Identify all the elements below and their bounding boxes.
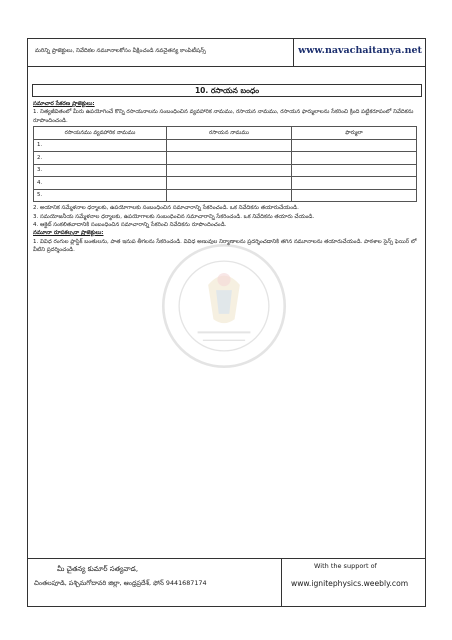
table-header-formula: ఫార్ములా	[292, 127, 417, 140]
table-cell: 2.	[34, 152, 167, 165]
table-row	[34, 189, 417, 202]
author-address: చింతలపూడి, పశ్చిమగోదావరి జిల్లా, ఆంధ్రప్రదేశ్, ఫోన్ 9441687174	[34, 579, 207, 587]
model-making-heading: నమూనా రూపకల్పనా ప్రాజెక్టులు:	[33, 230, 104, 237]
table-cell	[167, 139, 292, 152]
school-seal-watermark-icon	[158, 240, 290, 372]
page-header	[27, 38, 426, 67]
table-cell	[292, 152, 417, 165]
table-cell	[167, 152, 292, 165]
data-collection-item-3: 3. సమయోజనీయ సమ్మేళనాల ధర్మాలకు, ఉపయోగాలకు సంబంధించిన సమాచారాన్ని సేకరించండి. ఒక నివేదికను తయారు చేయండి.	[33, 213, 315, 220]
table-row	[34, 177, 417, 190]
table-cell: 4.	[34, 177, 167, 190]
table-cell: 5.	[34, 189, 167, 202]
table-cell	[292, 189, 417, 202]
table-header-row	[34, 127, 417, 140]
support-label: With the support of	[314, 562, 377, 570]
table-cell	[292, 177, 417, 190]
footer-divider	[281, 559, 282, 607]
data-collection-item-2: 2. అయానిక సమ్మేళనాల ధర్మాలకు, ఉపయోగాలకు సంబంధించిన సమాచారాన్ని సేకరించండి. ఒక నివేదికను తయారుచేయండి.	[33, 205, 299, 212]
table-row	[34, 164, 417, 177]
author-name: మీ చైతన్య కుమార్ సత్యవాడ,	[57, 565, 139, 573]
data-collection-item-1: 1. నిత్యజీవితంలో మీరు ఉపయోగించే కొన్ని రసాయనాలను సంబంధించిన వ్యవహారిక నామము, రసాయన నామము, రసాయన ఫార్ములాలను సేకరించి క్రింది పట్టికరూపంలో నివేదికను రూపొందించండి.	[33, 109, 414, 124]
page-footer	[27, 558, 426, 607]
table-cell	[292, 164, 417, 177]
data-collection-heading: సమాచార సేకరణ ప్రాజెక్టులు:	[33, 101, 95, 107]
header-note: మరిన్ని ప్రాజెక్టులు, నివేదికల నమూనాలకోసం వీక్షించండి నవచైతన్య కాంపిటీషన్స్	[35, 48, 206, 54]
table-cell: 1.	[34, 139, 167, 152]
table-row	[34, 139, 417, 152]
section-title: 10. రసాయన బంధం	[32, 84, 422, 97]
table-cell	[167, 189, 292, 202]
header-divider	[293, 38, 294, 66]
content-body	[33, 100, 420, 255]
table-header-chemical-name: రసాయన నామము	[167, 127, 292, 140]
chemicals-table	[33, 126, 417, 202]
table-cell: 3.	[34, 164, 167, 177]
site-url-link[interactable]: www.navachaitanya.net	[298, 45, 422, 56]
table-cell	[167, 164, 292, 177]
table-row	[34, 152, 417, 165]
table-cell	[167, 177, 292, 190]
data-collection-item-4: 4. ఆక్టెట్ సంకలితవాదానికి సంబంధించిన సమాచారాన్ని సేకరించి నివేదికను రూపొందించండి.	[33, 222, 227, 229]
support-url-link[interactable]: www.ignitephysics.weebly.com	[291, 579, 409, 588]
model-making-item-1: 1. వివిధ రంగుల ప్లాస్టిక్ బంతులను, పాత ఇనుప తీగలను సేకరించండి. వివిధ అణువుల నిర్మాణాలను ప్రదర్శించడానికి తగిన నమూనాలను తయారుచేయండి. పాఠశాల సైన్స్ ఫెయిర్ లో వీటిని ప్రదర్శించండి.	[33, 238, 417, 254]
table-cell	[292, 139, 417, 152]
table-header-common-name: రసాయనము వ్యవహారిక నామము	[34, 127, 167, 140]
